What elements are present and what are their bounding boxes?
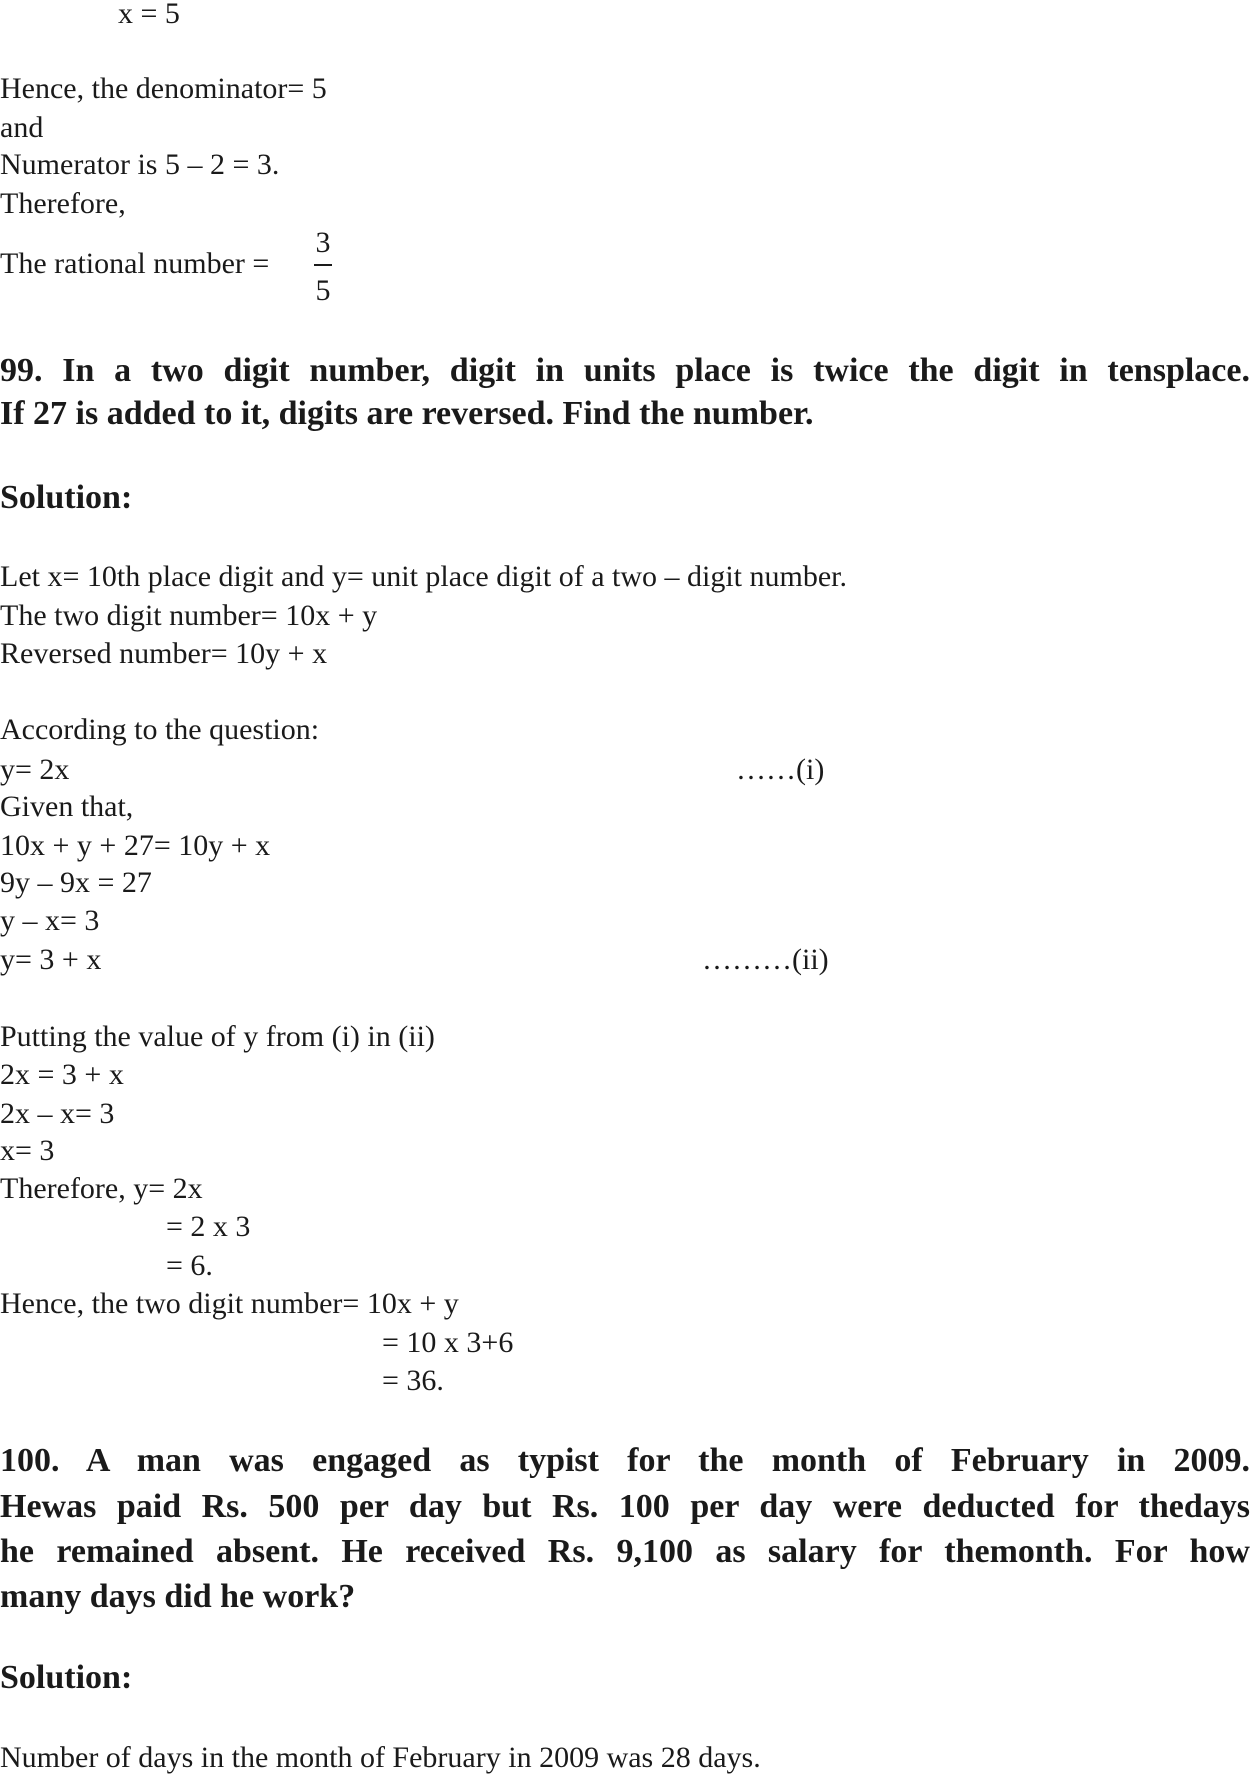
solution-line: Therefore, y= 2x — [0, 1172, 203, 1205]
solution-line: According to the question: — [0, 713, 320, 746]
text-line: Hence, the denominator= 5 — [0, 72, 327, 105]
solution-line: Putting the value of y from (i) in (ii) — [0, 1020, 435, 1053]
solution-line: The two digit number= 10x + y — [0, 599, 378, 632]
solution-line: y= 3 + x — [0, 943, 102, 976]
solution-line: 9y – 9x = 27 — [0, 866, 152, 899]
text-line: Therefore, — [0, 187, 126, 220]
fraction-denominator: 5 — [315, 274, 331, 307]
solution-line: = 10 x 3+6 — [382, 1326, 514, 1359]
text-line: and — [0, 111, 44, 144]
solution-line: Given that, — [0, 790, 134, 823]
equation-line: x = 5 — [118, 0, 180, 30]
text-line: The rational number = — [0, 247, 270, 280]
equation-label-ii: ………(ii) — [702, 943, 829, 976]
question-100-line: he remained absent. He received Rs. 9,100 as salary for themonth. For how — [0, 1533, 1250, 1570]
solution-line: = 36. — [382, 1364, 444, 1397]
fraction-bar — [314, 264, 332, 266]
question-99-line: 99. In a two digit number, digit in units place is twice the digit in tensplace. — [0, 352, 1250, 389]
question-100-line: 100. A man was engaged as typist for the month of February in 2009. — [0, 1442, 1250, 1479]
solution-line: 2x – x= 3 — [0, 1097, 115, 1130]
solution-line: y – x= 3 — [0, 904, 100, 937]
solution-line: Number of days in the month of February in 2009 was 28 days. — [0, 1741, 761, 1774]
solution-line: x= 3 — [0, 1134, 55, 1167]
question-100-line: Hewas paid Rs. 500 per day but Rs. 100 per day were deducted for thedays — [0, 1488, 1250, 1525]
solution-line: Hence, the two digit number= 10x + y — [0, 1287, 459, 1320]
solution-line: = 2 x 3 — [166, 1210, 251, 1243]
text-line: Numerator is 5 – 2 = 3. — [0, 148, 280, 181]
question-100-line: many days did he work? — [0, 1578, 356, 1615]
solution-line: 2x = 3 + x — [0, 1058, 124, 1091]
solution-line: y= 2x — [0, 753, 70, 786]
question-99-line: If 27 is added to it, digits are reversed. Find the number. — [0, 395, 814, 432]
solution-line: Reversed number= 10y + x — [0, 637, 328, 670]
solution-heading: Solution: — [0, 479, 133, 516]
solution-line: 10x + y + 27= 10y + x — [0, 829, 271, 862]
solution-heading: Solution: — [0, 1659, 133, 1696]
solution-line: Let x= 10th place digit and y= unit place digit of a two – digit number. — [0, 560, 848, 593]
fraction-numerator: 3 — [315, 226, 331, 259]
solution-line: = 6. — [166, 1249, 213, 1282]
equation-label-i: ……(i) — [736, 753, 825, 786]
